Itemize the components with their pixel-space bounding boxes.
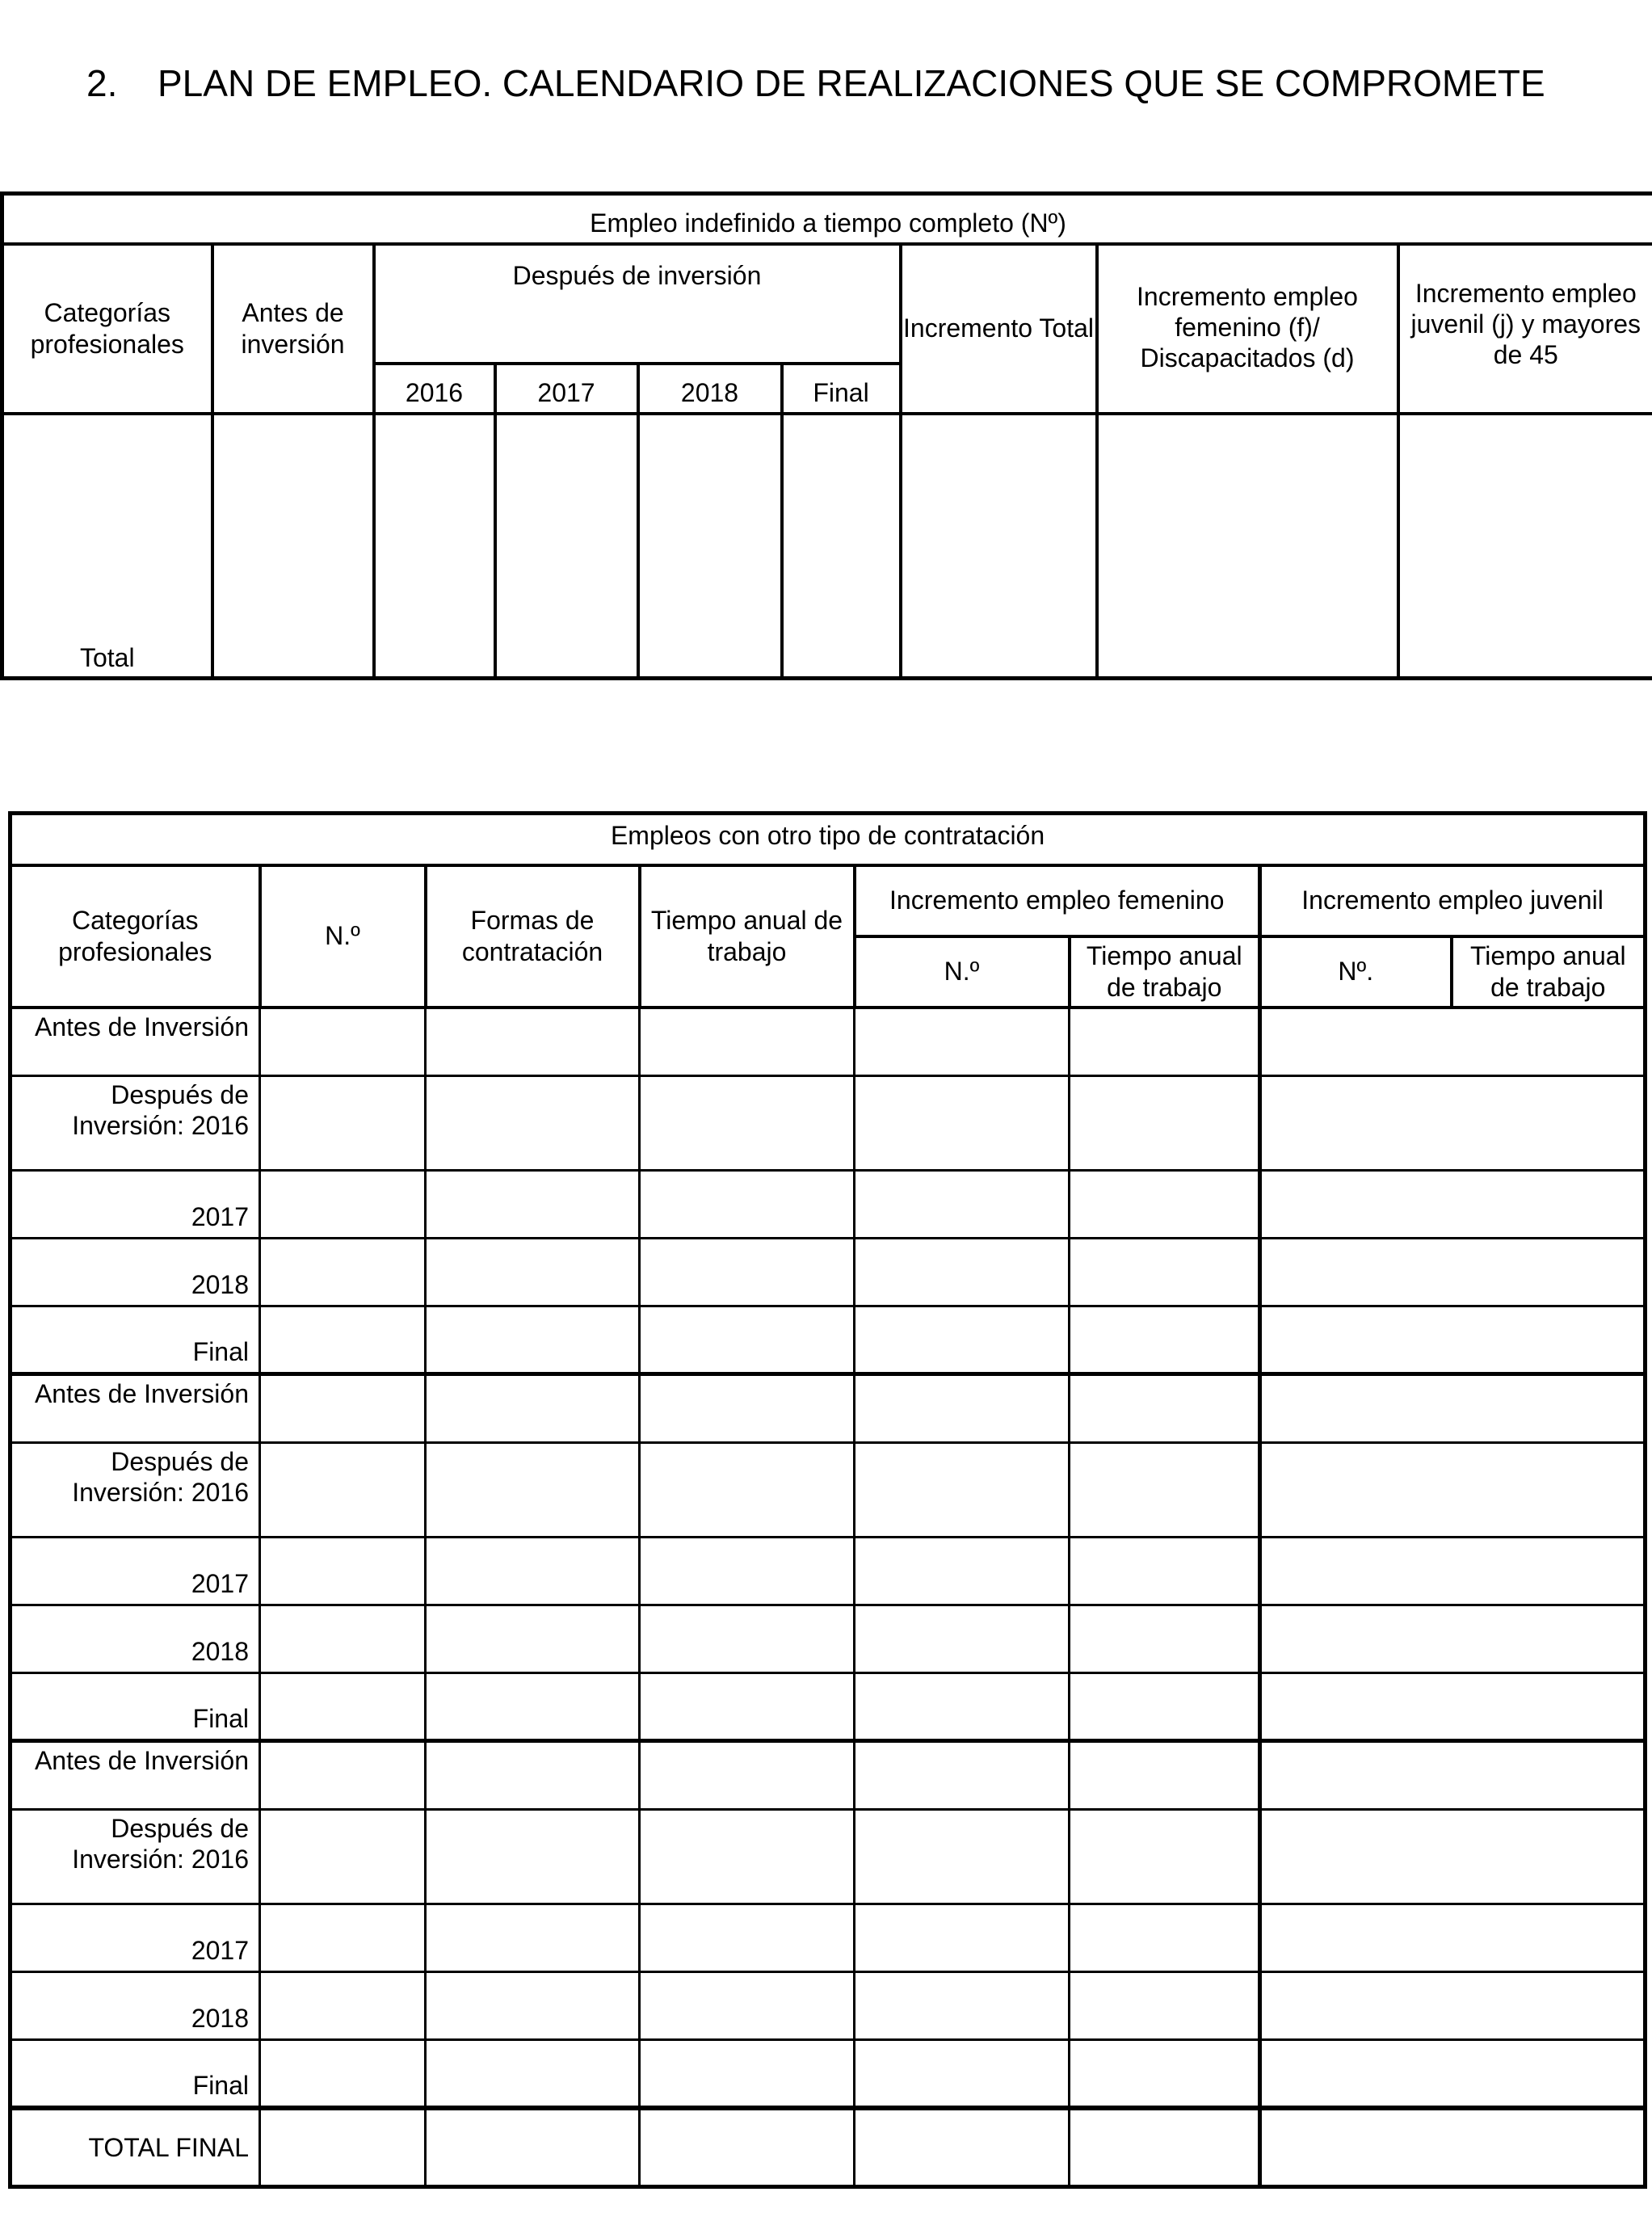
cell[interactable] [1260, 1374, 1646, 1443]
row-label-2018: 2018 [11, 1605, 260, 1673]
cell[interactable] [1260, 1171, 1646, 1239]
row-label-antes: Antes de Inversión [11, 1374, 260, 1443]
cell[interactable] [1260, 1972, 1646, 2040]
cell[interactable] [260, 1076, 426, 1171]
cell[interactable] [1260, 1239, 1646, 1306]
table-row [11, 1741, 1646, 1810]
table-row [11, 1673, 1646, 1741]
cell[interactable] [426, 1008, 640, 1076]
cell[interactable] [260, 1171, 426, 1239]
cell[interactable] [260, 1443, 426, 1538]
cell[interactable] [260, 1239, 426, 1306]
table-row [11, 1810, 1646, 1904]
table-row [11, 1306, 1646, 1374]
cell[interactable] [855, 2108, 1070, 2187]
col-incremento-total: Incremento Total [901, 244, 1097, 414]
cell[interactable] [640, 1171, 855, 1239]
cell[interactable] [1070, 1904, 1260, 1972]
cell[interactable] [640, 2108, 855, 2187]
cell[interactable] [855, 1810, 1070, 1904]
table2-caption: Empleos con otro tipo de contratación [11, 814, 1646, 865]
cell[interactable] [855, 1008, 1070, 1076]
cell[interactable] [426, 1673, 640, 1741]
table-row [11, 1972, 1646, 2040]
year-2016: 2016 [374, 364, 495, 414]
table-row [11, 1605, 1646, 1673]
year-2017: 2017 [495, 364, 638, 414]
cell[interactable] [640, 1443, 855, 1538]
col-incremento-juvenil: Incremento empleo juvenil (j) y mayores de 45 [1398, 244, 1652, 414]
row-label-final: Final [11, 1306, 260, 1374]
cell[interactable] [640, 1605, 855, 1673]
cell[interactable] [855, 1741, 1070, 1810]
sub-tiempo-femenino: Tiempo anual de trabajo [1070, 936, 1260, 1008]
row-label-antes: Antes de Inversión [11, 1741, 260, 1810]
col-categorias-profesionales: Categorías profesionales [2, 244, 212, 414]
col2-formas-contratacion: Formas de contratación [426, 865, 640, 1008]
cell[interactable] [1070, 1605, 1260, 1673]
row-label-antes: Antes de Inversión [11, 1008, 260, 1076]
cell[interactable] [1260, 1443, 1646, 1538]
cell[interactable] [1260, 1741, 1646, 1810]
col-despues-de-inversion: Después de inversión [374, 244, 901, 364]
col-antes-de-inversion: Antes de inversión [212, 244, 374, 414]
row-label-2018: 2018 [11, 1972, 260, 2040]
cell[interactable] [640, 1741, 855, 1810]
year-2018: 2018 [638, 364, 782, 414]
table-row [11, 1171, 1646, 1239]
cell-incremento-juvenil[interactable] [1398, 414, 1652, 679]
sub-tiempo-juvenil: Tiempo anual de trabajo [1452, 936, 1646, 1008]
cell[interactable] [426, 1741, 640, 1810]
cell[interactable] [1260, 1904, 1646, 1972]
cell[interactable] [1070, 1171, 1260, 1239]
empleo-otro-tipo-table [8, 811, 1647, 2189]
cell[interactable] [640, 1008, 855, 1076]
cell[interactable] [1260, 1673, 1646, 1741]
cell-incremento-total[interactable] [901, 414, 1097, 679]
cell[interactable] [855, 1374, 1070, 1443]
section-title: PLAN DE EMPLEO. CALENDARIO DE REALIZACIONES QUE SE COMPROMETE [158, 62, 1545, 104]
cell[interactable] [426, 1306, 640, 1374]
cell-final[interactable] [782, 414, 901, 679]
total-final-label: TOTAL FINAL [11, 2108, 260, 2187]
cell[interactable] [1260, 1810, 1646, 1904]
table-row [11, 1538, 1646, 1605]
cell[interactable] [1260, 1008, 1646, 1076]
cell-2017[interactable] [495, 414, 638, 679]
row-label-2017: 2017 [11, 1171, 260, 1239]
cell[interactable] [426, 1076, 640, 1171]
col2-incremento-juvenil: Incremento empleo juvenil [1260, 865, 1646, 936]
total-label: Total [2, 414, 212, 679]
cell[interactable] [855, 1538, 1070, 1605]
cell-2016[interactable] [374, 414, 495, 679]
cell[interactable] [855, 1972, 1070, 2040]
cell[interactable] [1070, 1239, 1260, 1306]
cell[interactable] [1260, 1076, 1646, 1171]
cell[interactable] [855, 1239, 1070, 1306]
cell[interactable] [426, 1538, 640, 1605]
row-label-final: Final [11, 1673, 260, 1741]
cell[interactable] [1070, 1972, 1260, 2040]
col2-tiempo-anual: Tiempo anual de trabajo [640, 865, 855, 1008]
cell[interactable] [1070, 1673, 1260, 1741]
cell[interactable] [1070, 1076, 1260, 1171]
row-label-despues: Después de Inversión: 2016 [11, 1443, 260, 1538]
year-final: Final [782, 364, 901, 414]
cell[interactable] [260, 1605, 426, 1673]
cell[interactable] [1070, 1810, 1260, 1904]
cell[interactable] [1070, 1306, 1260, 1374]
cell[interactable] [1260, 1306, 1646, 1374]
cell-2018[interactable] [638, 414, 782, 679]
cell[interactable] [640, 1374, 855, 1443]
cell[interactable] [855, 1673, 1070, 1741]
section-number: 2. [86, 62, 118, 104]
cell[interactable] [260, 1374, 426, 1443]
row-label-despues: Después de Inversión: 2016 [11, 1076, 260, 1171]
cell-antes[interactable] [212, 414, 374, 679]
cell[interactable] [855, 1306, 1070, 1374]
cell[interactable] [1070, 2108, 1260, 2187]
cell[interactable] [1260, 2040, 1646, 2108]
cell[interactable] [260, 1741, 426, 1810]
cell[interactable] [426, 1605, 640, 1673]
cell[interactable] [1070, 1374, 1260, 1443]
row-label-final: Final [11, 2040, 260, 2108]
cell[interactable] [640, 1239, 855, 1306]
cell[interactable] [1260, 1605, 1646, 1673]
cell[interactable] [260, 1810, 426, 1904]
cell[interactable] [855, 1076, 1070, 1171]
cell[interactable] [260, 1972, 426, 2040]
sub-no-femenino: N.º [855, 936, 1070, 1008]
table-row-total [11, 2108, 1646, 2187]
cell[interactable] [640, 1538, 855, 1605]
table-row [11, 1008, 1646, 1076]
cell[interactable] [640, 1673, 855, 1741]
section-heading [86, 61, 1545, 105]
row-label-2017: 2017 [11, 1904, 260, 1972]
cell[interactable] [855, 2040, 1070, 2108]
col2-no: N.º [260, 865, 426, 1008]
table-row [11, 1443, 1646, 1538]
col-incremento-femenino: Incremento empleo femenino (f)/ Discapacitados (d) [1097, 244, 1398, 414]
row-label-2017: 2017 [11, 1538, 260, 1605]
table-row [11, 1239, 1646, 1306]
cell[interactable] [640, 1810, 855, 1904]
cell[interactable] [260, 2108, 426, 2187]
cell[interactable] [640, 2040, 855, 2108]
cell[interactable] [640, 1306, 855, 1374]
table-row [11, 1904, 1646, 1972]
cell[interactable] [426, 1972, 640, 2040]
table-row [11, 1076, 1646, 1171]
cell[interactable] [1070, 1443, 1260, 1538]
table-row [11, 1374, 1646, 1443]
cell[interactable] [260, 1904, 426, 1972]
cell[interactable] [426, 1171, 640, 1239]
cell[interactable] [1260, 2108, 1646, 2187]
cell[interactable] [640, 1904, 855, 1972]
cell[interactable] [260, 1538, 426, 1605]
cell[interactable] [1070, 1741, 1260, 1810]
cell[interactable] [260, 1673, 426, 1741]
cell[interactable] [855, 1904, 1070, 1972]
empleo-indefinido-table [0, 191, 1652, 680]
cell[interactable] [640, 1076, 855, 1171]
cell[interactable] [855, 1171, 1070, 1239]
sub-no-juvenil: Nº. [1260, 936, 1452, 1008]
cell[interactable] [1070, 2040, 1260, 2108]
col2-categorias-profesionales: Categorías profesionales [11, 865, 260, 1008]
cell[interactable] [426, 1239, 640, 1306]
col2-incremento-femenino: Incremento empleo femenino [855, 865, 1260, 936]
cell[interactable] [1070, 1008, 1260, 1076]
cell[interactable] [426, 1810, 640, 1904]
cell[interactable] [426, 2040, 640, 2108]
row-label-2018: 2018 [11, 1239, 260, 1306]
cell[interactable] [1260, 1538, 1646, 1605]
cell[interactable] [426, 1443, 640, 1538]
cell[interactable] [260, 2040, 426, 2108]
cell[interactable] [426, 1904, 640, 1972]
cell[interactable] [855, 1605, 1070, 1673]
cell[interactable] [426, 1374, 640, 1443]
row-label-despues: Después de Inversión: 2016 [11, 1810, 260, 1904]
cell[interactable] [640, 1972, 855, 2040]
cell-incremento-femenino[interactable] [1097, 414, 1398, 679]
cell[interactable] [426, 2108, 640, 2187]
table1-caption: Empleo indefinido a tiempo completo (Nº) [2, 194, 1652, 244]
table-row [11, 2040, 1646, 2108]
cell[interactable] [1070, 1538, 1260, 1605]
cell[interactable] [260, 1008, 426, 1076]
cell[interactable] [260, 1306, 426, 1374]
cell[interactable] [855, 1443, 1070, 1538]
